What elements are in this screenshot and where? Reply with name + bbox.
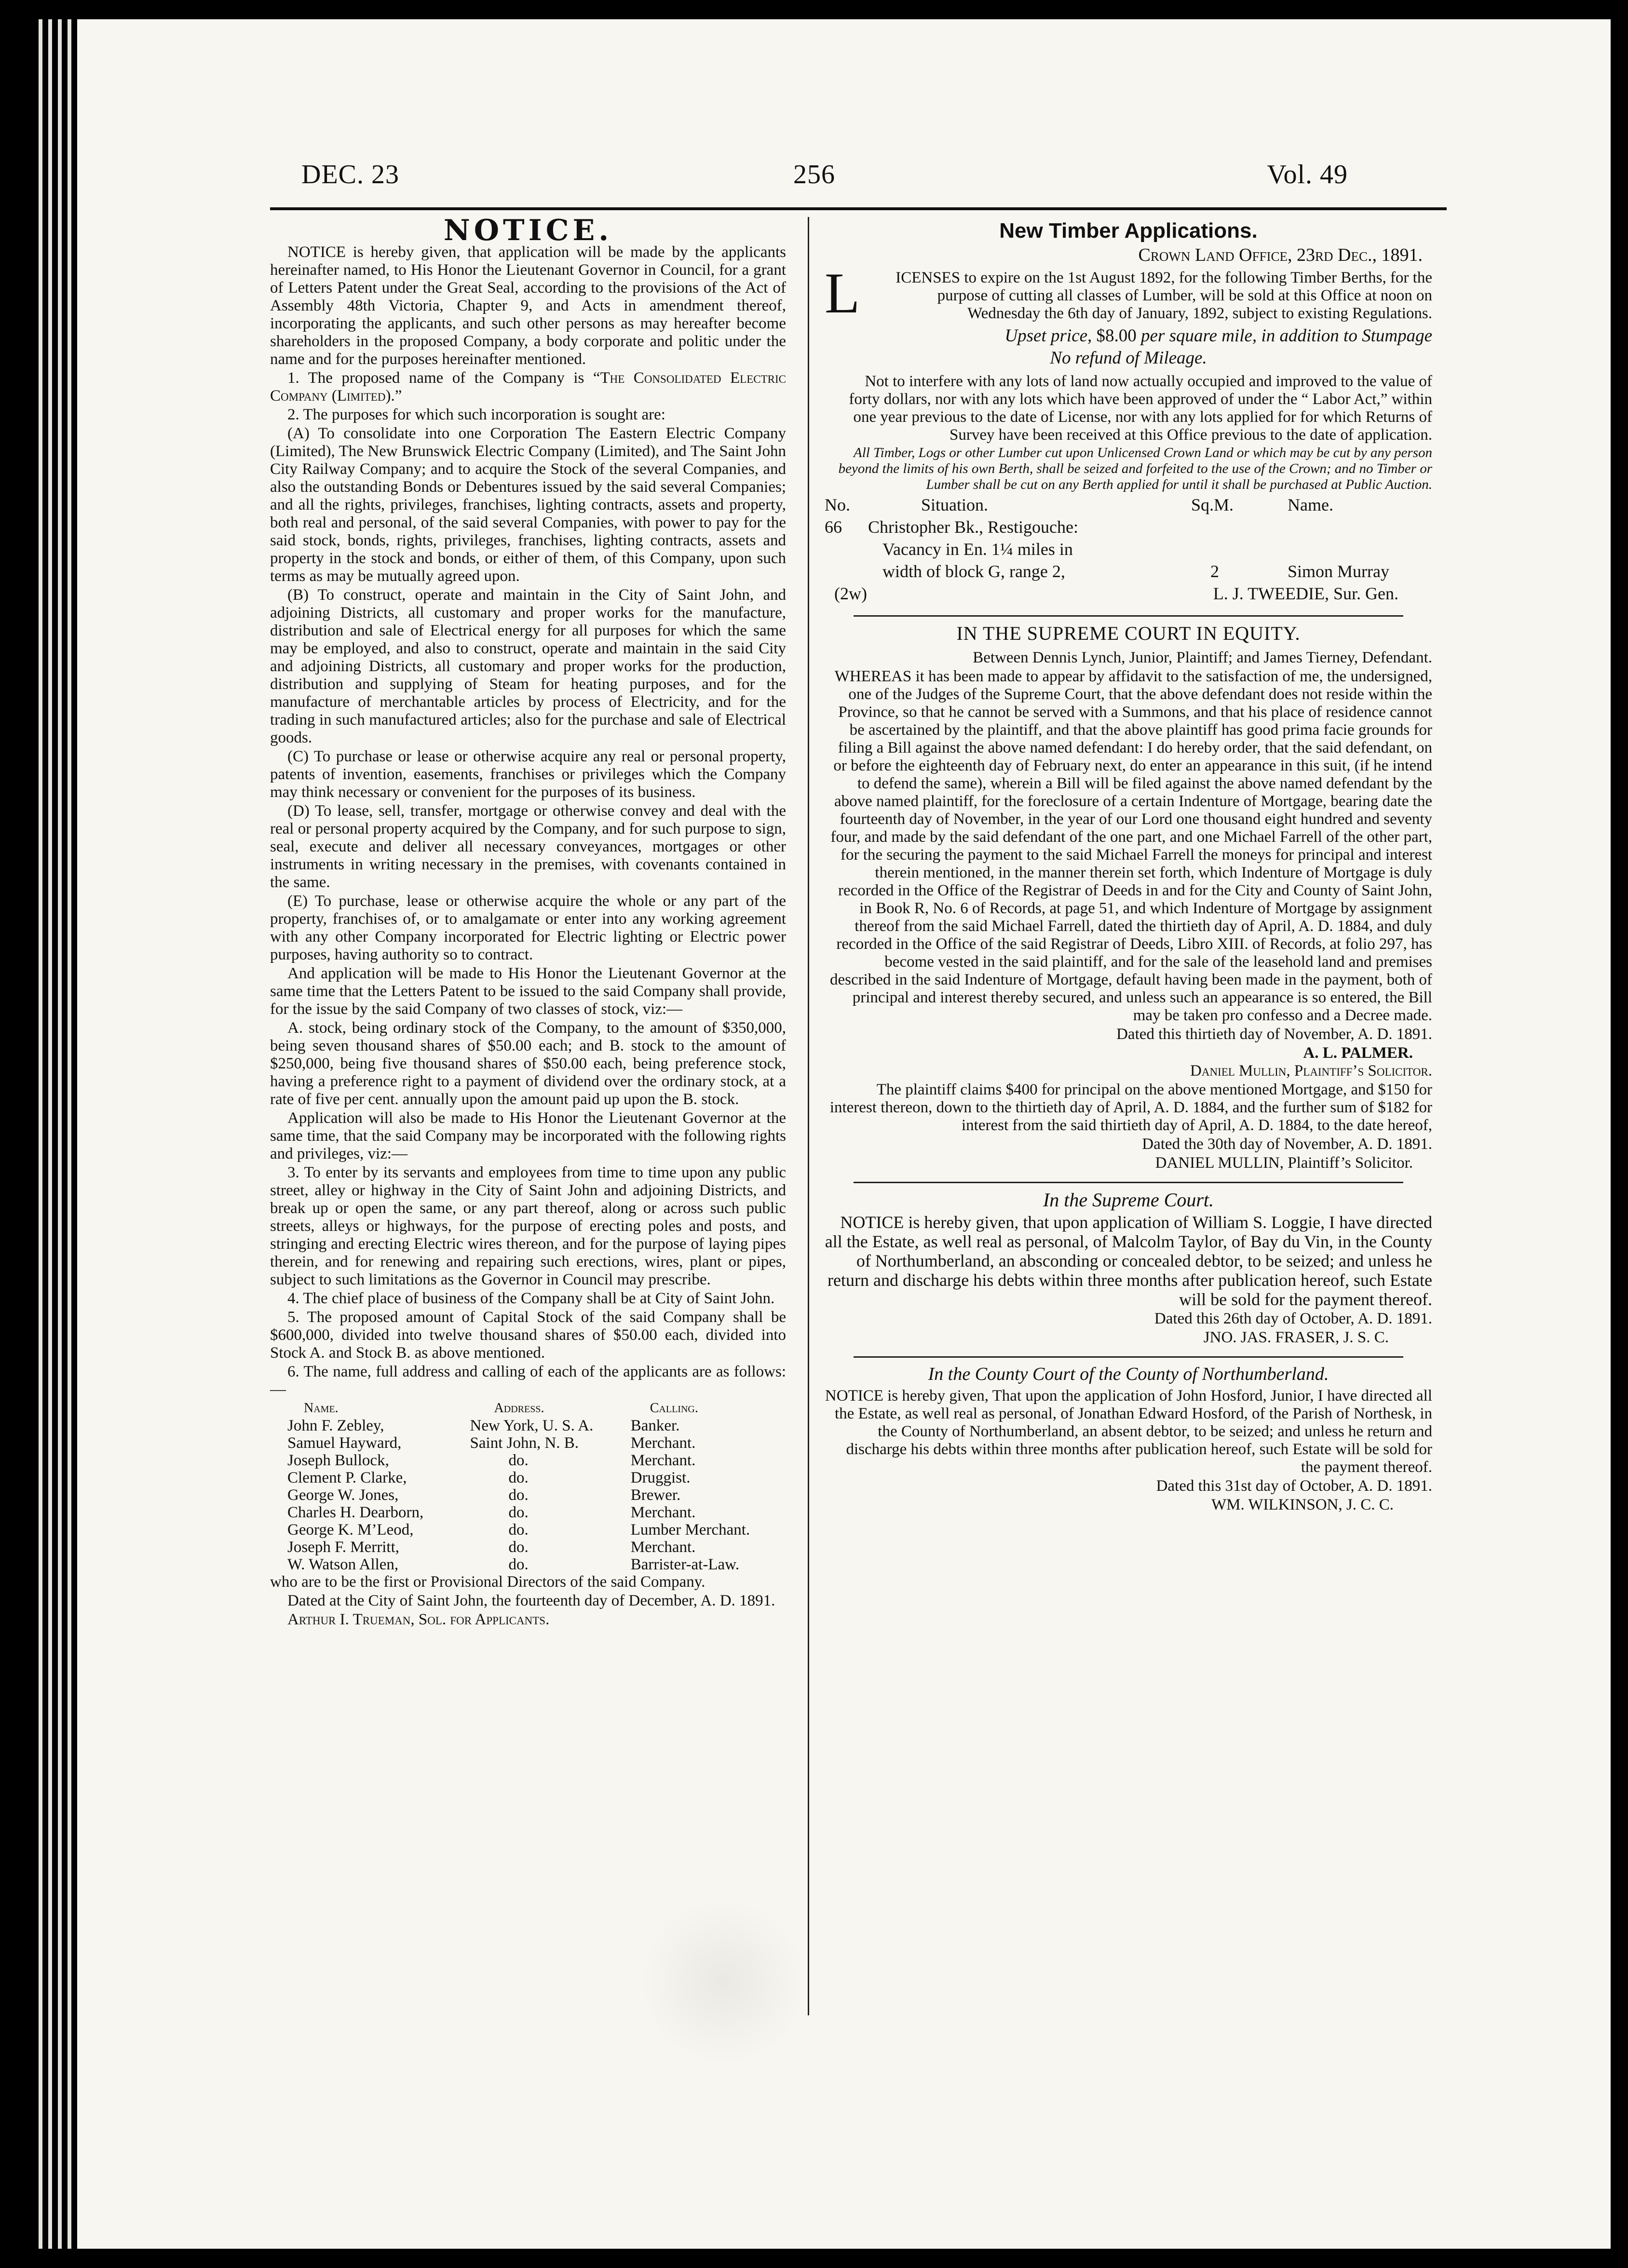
notice-stock: A. stock, being ordinary stock of the Company, to the amount of $350,000, being seven thousand shares of $50.00 each; and B. stock to the amount of $250,000, being five thousand shares of $50.00 each, being preference stock, having a preference right to a payment of dividend over the ordinary stock, at a rate of five per cent. annually upon the amount paid up upon the B. stock. — [270, 1019, 786, 1108]
timber-signoff — [825, 582, 1432, 606]
equity-dated-2: Dated the 30th day of November, A. D. 1891. — [1142, 1135, 1432, 1153]
equity-claims: The plaintiff claims $400 for principal on the above mentioned Mortgage, and $150 for interest thereon, down to the thirtieth day of April, A. D. 1884, and the further sum of $182 for interest from the said thirtieth day of April, A. D. 1884, to the date hereof, — [829, 1081, 1432, 1134]
applicant-address: do. — [508, 1521, 529, 1539]
berth-situation-3: width of block G, range 2, — [882, 562, 1065, 581]
table-row — [270, 1539, 786, 1556]
equity-judge: A. L. PALMER. — [1303, 1044, 1413, 1062]
supreme-signer: JNO. JAS. FRASER, J. S. C. — [1203, 1329, 1389, 1346]
timber-office-date: Crown Land Office, 23rd Dec., 1891. — [1138, 245, 1423, 265]
applicant-name: Joseph Bullock, — [287, 1452, 389, 1469]
notice-p4: 4. The chief place of business of the Company shall be at City of Saint John. — [287, 1290, 775, 1307]
applicant-address: do. — [508, 1486, 529, 1504]
header-date: DEC. 23 — [301, 160, 399, 189]
table-row — [825, 516, 1432, 538]
applicant-name: W. Watson Allen, — [287, 1556, 399, 1573]
table-row — [825, 538, 1432, 560]
supreme-body: NOTICE is hereby given, that upon application of William S. Loggie, I have directed all the Estate, as well real as personal, of Malcolm Taylor, of Bay du Vin, in the County of Northumberland, an absconding or concealed debtor, to be seized; and unless he return and discharge his debts within three months after publication hereof, such Estate will be sold for the payment thereof. — [825, 1213, 1432, 1309]
table-row — [270, 1469, 786, 1486]
applicant-name: Samuel Hayward, — [287, 1434, 402, 1452]
applicant-address: do. — [508, 1452, 529, 1469]
notice-p1 — [270, 369, 786, 405]
upset-tail: per square mile, in addition to Stumpage — [1136, 326, 1432, 346]
timber-not-interfere: Not to interfere with any lots of land now actually occupied and improved to the value of forty dollars, nor with any lots which have been approved of under the “ Labor Act,” within one year previous to the date of License, nor with any lots applied for for which Returns of Survey have been received at this Office previous to the date of application. — [849, 373, 1432, 444]
page-header — [77, 159, 1611, 207]
faded-stamp — [641, 1900, 805, 2064]
applicants-table — [270, 1400, 786, 1573]
berth-situation-2: Vacancy in En. 1¼ miles in — [882, 540, 1073, 559]
notice-p2: 2. The purposes for which such incorporation is sought are: — [287, 406, 665, 423]
notice-application-2: Application will also be made to His Honor the Lieutenant Governor at the same time, that the said Company may be incorporated with the following rights and privileges, viz:— — [270, 1109, 786, 1162]
berths-header-row — [825, 494, 1432, 516]
table-row — [825, 560, 1432, 582]
applicant-calling: Lumber Merchant. — [630, 1521, 750, 1539]
table-row — [270, 1417, 786, 1434]
applicant-name: Clement P. Clarke, — [287, 1469, 407, 1486]
equity-dated: Dated this thirtieth day of November, A. D. 1891. — [1116, 1026, 1432, 1043]
applicant-address: do. — [508, 1539, 529, 1556]
table-row — [270, 1434, 786, 1452]
applicant-calling: Banker. — [630, 1417, 680, 1434]
applicant-calling: Druggist. — [630, 1469, 691, 1486]
header-page-number: 256 — [793, 160, 835, 189]
applicant-address: Saint John, N. B. — [470, 1434, 579, 1452]
company-name: The Consolidated Electric Company (Limited). — [270, 369, 786, 405]
equity-solicitor-2: DANIEL MULLIN, Plaintiff’s Solicitor. — [1155, 1154, 1413, 1172]
berth-header-name: Name. — [1288, 495, 1333, 514]
table-row — [270, 1486, 786, 1504]
berths-table — [825, 494, 1432, 582]
table-row — [270, 1556, 786, 1573]
county-title: In the County Court of the County of Northumberland. — [928, 1364, 1329, 1384]
berth-header-sqm: Sq.M. — [1191, 495, 1234, 514]
timber-title: New Timber Applications. — [999, 219, 1258, 243]
timber-intro — [825, 261, 1432, 325]
p1-suffix: ” — [394, 387, 402, 405]
applicant-calling: Brewer. — [630, 1486, 681, 1504]
header-volume: Vol. 49 — [1267, 160, 1348, 189]
supreme-title: In the Supreme Court. — [1043, 1189, 1214, 1211]
equity-parties: Between Dennis Lynch, Junior, Plaintiff; and James Tierney, Defendant. — [973, 649, 1432, 666]
berth-header-situation: Situation. — [921, 495, 989, 514]
applicant-address: do. — [508, 1556, 529, 1573]
supreme-dated: Dated this 26th day of October, A. D. 1891. — [1154, 1310, 1432, 1327]
timber-ref: (2w) — [834, 584, 867, 603]
p1-prefix: 1. The proposed name of the Company is “ — [287, 369, 600, 387]
applicant-calling: Merchant. — [630, 1452, 696, 1469]
timber-body: ICENSES to expire on the 1st August 1892, for the following Timber Berths, for the purpose of cutting all classes of Lumber, will be sold at this Office at noon on Wednesday the 6th day of January, 1892, subject to existing Regulations. — [895, 269, 1432, 322]
page-edge-1 — [39, 19, 42, 2249]
column-divider — [808, 217, 809, 2015]
berth-situation-1: Christopher Bk., Restigouche: — [868, 517, 1078, 537]
notice-p6: 6. The name, full address and calling of each of the applicants are as follows:— — [270, 1363, 786, 1398]
page-edge-2 — [48, 19, 52, 2249]
gazette-page — [77, 19, 1611, 2249]
upset-label: Upset price, — [1004, 326, 1097, 346]
header-rule — [270, 207, 1447, 210]
notice-pE: (E) To purchase, lease or otherwise acquire the whole or any part of the property, franchises of, or to amalgamate or enter into any working agreement with any other Company incorporated for Electric lighting or Electric power purposes, having authority so to contract. — [270, 892, 786, 963]
notice-dated: Dated at the City of Saint John, the fourteenth day of December, A. D. 1891. — [287, 1592, 775, 1609]
equity-title: IN THE SUPREME COURT IN EQUITY. — [956, 622, 1301, 644]
table-row — [270, 1504, 786, 1521]
header-name: Name. — [304, 1401, 339, 1416]
section-rule — [854, 1356, 1403, 1358]
notice-pB: (B) To construct, operate and maintain in the City of Saint John, and adjoining Districts, all customary and proper works for the manufacture, distribution and sale of Electrical energy for all purposes for which the same may be employed, and also to construct, operate and maintain in the said City and adjoining Districts, all customary and proper works for the production, distribution and supplying of Steam for heating purposes, and for the manufacture of merchantable articles by process of Electricity, and for the trading in such manufactured articles; also for the purchase and sale of Electrical goods. — [270, 586, 786, 746]
section-rule — [854, 1182, 1403, 1183]
table-row — [270, 1452, 786, 1469]
county-body: NOTICE is hereby given, That upon the application of John Hosford, Junior, I have directed all the Estate, as well real as personal, of Jonathan Edward Hosford, of the Parish of Northesk, in the County of Northumberland, an absent debtor, to be seized; and unless he return and discharge his debts within three months after publication hereof, such Estate will be sold for the payment thereof. — [825, 1387, 1432, 1476]
equity-body: WHEREAS it has been made to appear by affidavit to the satisfaction of me, the undersigned, one of the Judges of the Supreme Court, that the above defendant does not reside within the Province, so that he cannot be served with a Summons, and that his place of residence cannot be ascertained by the plaintiff, and that the above plaintiff has good prima facie grounds for filing a Bill against the above named defendant: I do hereby order, that the said defendant, on or before the eighteenth day of February next, do enter an appearance in this suit, (if he intend to defend the same), wherein a Bill will be filed against the above named defendant by the above named plaintiff, for the foreclosure of a certain Indenture of Mortgage, bearing date the fourteenth day of November, in the year of our Lord one thousand eight hundred and seventy four, and made by the said defendant of the one part, and one Michael Farrell of the other part, for the securing the payment to the said Michael Farrell the moneys for principal and interest therein mentioned, in the manner therein set forth, which Indenture of Mortgage is duly recorded in the Office of the Registrar of Deeds in and for the City and County of Saint John, in Book R, No. 6 of Records, at page 51, and which Indenture of Mortgage by assignment thereof from the said Michael Farrell, dated the thirtieth day of April, A. D. 1884, and duly recorded in the Office of the said Registrar of Deeds, Libro XIII. of Records, at folio 297, has become vested in the said plaintiff, and for the sale of the leasehold land and premises described in the said Indenture of Mortgage, default having been made in the payment, both of principal and interest thereby secured, and unless such an appearance is so entered, the Bill may be taken pro confesso and a Decree made. — [829, 668, 1432, 1024]
notice-directors: who are to be the first or Provisional Directors of the said Company. — [270, 1573, 705, 1591]
berth-sqm: 2 — [1210, 562, 1219, 581]
notice-signature: Arthur I. Trueman, Sol. for Applicants. — [287, 1611, 550, 1628]
applicant-name: George K. M’Leod, — [287, 1521, 414, 1539]
notice-pA: (A) To consolidate into one Corporation The Eastern Electric Company (Limited), The New Brunswick Electric Company (Limited), and The Saint John City Railway Company; and to acquire the Stock of the several Companies, and also the outstanding Bonds or Debentures issued by the said several Companies; and all the rights, privileges, franchises, lighting contracts, assets and property, both real and personal, of the said several Companies, with power to pay for the said stock, bonds, rights, privileges, franchises, lighting contracts, assets and property in the stock and bonds, or either of them, of this Company, upon such terms as may be mutually agreed upon. — [270, 425, 786, 585]
notice-pD: (D) To lease, sell, transfer, mortgage or otherwise convey and deal with the real or personal property acquired by the Company, and for such purpose to sign, seal, execute and deliver all necessary conveyances, mortgages or other instruments in writing necessary in the premises, with covenants contained in the same. — [270, 802, 786, 891]
applicant-address: New York, U. S. A. — [470, 1417, 594, 1434]
notice-title: NOTICE. — [443, 214, 613, 247]
section-rule — [854, 615, 1403, 617]
left-column — [270, 214, 786, 1630]
timber-all-timber: All Timber, Logs or other Lumber cut upon Unlicensed Crown Land or which may be cut by any person beyond the limits of his own Berth, shall be seized and forfeited to the use of the Crown; and no Timber or Lumber shall be cut on any Berth applied for until it shall be purchased at Public Auction. — [838, 445, 1432, 492]
applicants-header-row — [270, 1400, 786, 1417]
berth-name: Simon Murray — [1288, 562, 1389, 581]
county-signer: WM. WILKINSON, J. C. C. — [1211, 1496, 1394, 1513]
applicant-name: Charles H. Dearborn, — [287, 1504, 424, 1521]
page-edge-3 — [58, 19, 62, 2249]
no-refund-line: No refund of Mileage. — [1050, 348, 1207, 368]
applicant-name: George W. Jones, — [287, 1486, 399, 1504]
applicant-calling: Merchant. — [630, 1434, 696, 1452]
applicant-calling: Barrister-at-Law. — [630, 1556, 740, 1573]
timber-signer: L. J. TWEEDIE, Sur. Gen. — [1213, 584, 1398, 603]
table-row — [270, 1521, 786, 1539]
applicant-name: Joseph F. Merritt, — [287, 1539, 400, 1556]
notice-p5: 5. The proposed amount of Capital Stock of the said Company shall be $600,000, divided into twelve thousand shares of $50.00 each, divided into Stock A. and Stock B. as above mentioned. — [270, 1309, 786, 1362]
notice-application-1: And application will be made to His Honor the Lieutenant Governor at the same time that the Letters Patent to be issued to the said Company shall provide, for the issue by the said Company of two classes of stock, viz:— — [270, 965, 786, 1018]
applicant-address: do. — [508, 1469, 529, 1486]
right-column — [825, 219, 1432, 1514]
page-edge-4 — [68, 19, 71, 2249]
applicant-address: do. — [508, 1504, 529, 1521]
header-address: Address. — [494, 1401, 544, 1416]
applicant-calling: Merchant. — [630, 1504, 696, 1521]
notice-intro: NOTICE is hereby given, that application will be made by the applicants hereinafter named, to His Honor the Lieutenant Governor in Council, for a grant of Letters Patent under the Great Seal, according to the provisions of the Act of Assembly 48th Victoria, Chapter 9, and Acts in amendment thereof, incorporating the applicants, and such other persons as may hereafter become shareholders in the proposed Company, a body corporate and politic under the name and for the purposes hereinafter mentioned. — [270, 243, 786, 368]
applicant-name: John F. Zebley, — [287, 1417, 384, 1434]
county-dated: Dated this 31st day of October, A. D. 1891. — [1156, 1477, 1432, 1495]
upset-price: $8.00 — [1096, 326, 1137, 346]
header-calling: Calling. — [650, 1401, 698, 1416]
notice-pC: (C) To purchase or lease or otherwise acquire any real or personal property, patents of invention, easements, franchises or privileges which the Company may think necessary or convenient for the purposes of its business. — [270, 748, 786, 801]
timber-dropcap: L — [825, 261, 860, 325]
notice-p3: 3. To enter by its servants and employees from time to time upon any public street, alley or highway in the City of Saint John and adjoining Districts, and break up or open the same, or any part thereof, along or across such public streets, alleys or highways, for the purpose of erecting poles and posts, and stringing and erecting Electric wires thereon, and for the purpose of laying pipes therein, and for renewing and repairing such erections, wires, plant or pipes, subject to such limitations as the Governor in Council may prescribe. — [270, 1164, 786, 1288]
upset-price-line — [825, 325, 1432, 347]
berth-number: 66 — [825, 517, 842, 537]
berth-header-no: No. — [825, 495, 850, 514]
applicant-calling: Merchant. — [630, 1539, 696, 1556]
equity-solicitor: Daniel Mullin, Plaintiff’s Solicitor. — [1190, 1062, 1432, 1080]
